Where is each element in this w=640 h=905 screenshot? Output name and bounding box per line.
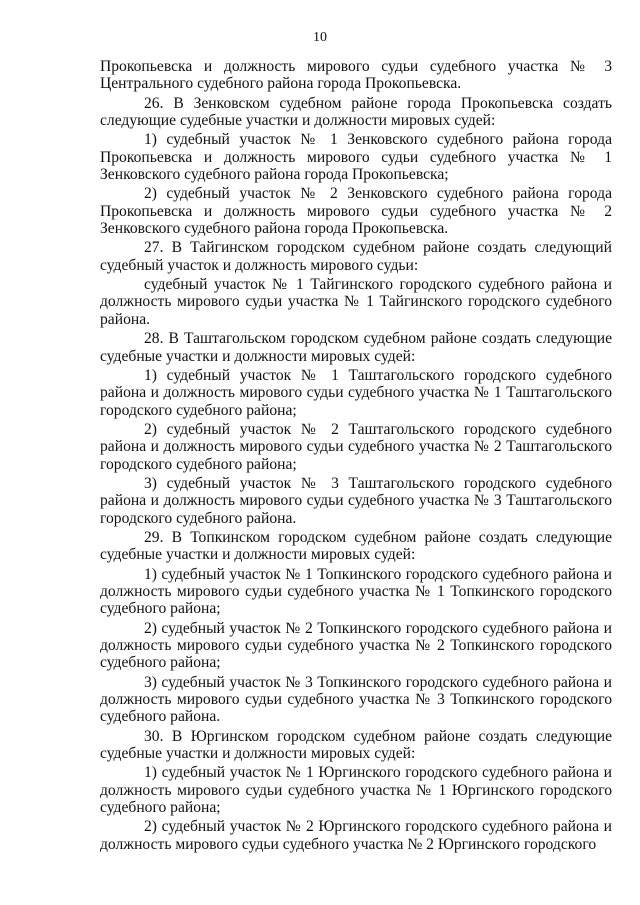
paragraph: 1) судебный участок № 1 Зенковского судебного района города Прокопьевска и должность мирового судьи судебного участка № 1 Зенковского судебного района города Прокопьевска;: [100, 131, 612, 184]
paragraph: 1) судебный участок № 1 Таштагольского городского судебного района и должность мирового судьи судебного участка № 1 Таштагольского городского судебного района;: [100, 366, 612, 419]
document-body: [100, 58, 612, 855]
paragraph: 27. В Тайгинском городском судебном районе создать следующий судебный участок и должность мирового судьи:: [100, 239, 612, 274]
paragraph: 1) судебный участок № 1 Топкинского городского судебного района и должность мирового судьи судебного участка № 1 Топкинского городского судебного района;: [100, 565, 612, 618]
paragraph: 3) судебный участок № 3 Топкинского городского судебного района и должность мирового судьи судебного участка № 3 Топкинского городского судебного района.: [100, 673, 612, 726]
paragraph: 29. В Топкинском городском судебном районе создать следующие судебные участки и должности мировых судей:: [100, 528, 612, 564]
paragraph: 2) судебный участок № 2 Юргинского городского судебного района и должность мирового судьи судебного участка № 2 Юргинского городского: [100, 818, 612, 853]
paragraph: 28. В Таштагольском городском судебном районе создать следующие судебные участки и должности мировых судей:: [100, 330, 612, 365]
page-number: 10: [313, 30, 327, 45]
paragraph: 2) судебный участок № 2 Топкинского городского судебного района и должность мирового судьи судебного участка № 2 Топкинского городского судебного района;: [100, 619, 612, 672]
paragraph: 2) судебный участок № 2 Зенковского судебного района города Прокопьевска и должность мирового судьи судебного участка № 2 Зенковского судебного района города Прокопьевска.: [100, 185, 612, 238]
paragraph: 1) судебный участок № 1 Юргинского городского судебного района и должность мирового судьи судебного участка № 1 Юргинского городского судебного района;: [100, 764, 612, 817]
paragraph: Прокопьевска и должность мирового судьи судебного участка № 3 Центрального судебного района города Прокопьевска.: [100, 58, 612, 93]
paragraph: судебный участок № 1 Тайгинского городского судебного района и должность мирового судьи участка № 1 Тайгинского городского судебного района.: [100, 276, 612, 328]
paragraph: 3) судебный участок № 3 Таштагольского городского судебного района и должность мирового судьи судебного участка № 3 Таштагольского городского судебного района.: [100, 474, 612, 527]
paragraph: 26. В Зенковском судебном районе города Прокопьевска создать следующие судебные участки и должности мировых судей:: [100, 94, 612, 130]
paragraph: 2) судебный участок № 2 Таштагольского городского судебного района и должность мирового судьи судебного участка № 2 Таштагольского городского судебного района;: [100, 420, 612, 473]
paragraph: 30. В Юргинском городском судебном районе создать следующие судебные участки и должности мировых судей:: [100, 727, 612, 763]
